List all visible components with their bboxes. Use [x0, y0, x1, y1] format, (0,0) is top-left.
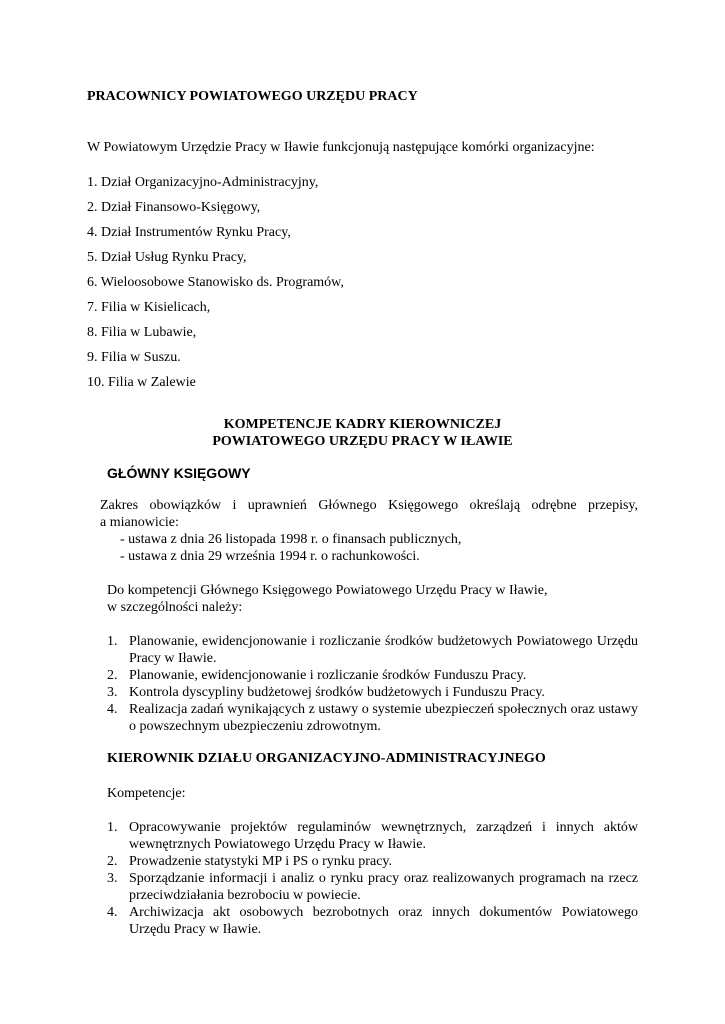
chief-accountant-competence-line1: Do kompetencji Głównego Księgowego Powiatowego Urzędu Pracy w Iławie,	[107, 583, 548, 598]
law-item: - ustawa z dnia 29 września 1994 r. o rachunkowości.	[120, 549, 420, 564]
list-item	[107, 667, 638, 684]
list-item	[107, 819, 638, 853]
list-item	[107, 684, 638, 701]
competence-heading-line1: KOMPETENCJE KADRY KIEROWNICZEJ	[223, 417, 502, 432]
list-item-number: 3.	[107, 871, 118, 886]
list-item-text: Prowadzenie statystyki MP i PS o rynku pracy.	[129, 854, 392, 869]
chief-accountant-scope-line2: a mianowicie:	[100, 515, 179, 530]
list-item	[107, 701, 638, 735]
unit-item: 4. Dział Instrumentów Rynku Pracy,	[87, 225, 291, 240]
competence-heading-line2: POWIATOWEGO URZĘDU PRACY W IŁAWIE	[212, 434, 513, 449]
unit-item: 8. Filia w Lubawie,	[87, 325, 197, 340]
admin-head-label: Kompetencje:	[107, 786, 186, 801]
list-item-text: Planowanie, ewidencjonowanie i rozliczanie środków Funduszu Pracy.	[129, 668, 527, 683]
list-item-number: 2.	[107, 854, 118, 869]
unit-item: 10. Filia w Zalewie	[87, 375, 196, 390]
unit-item: 7. Filia w Kisielicach,	[87, 300, 211, 315]
list-item-number: 1.	[107, 634, 118, 649]
list-item-text: Sporządzanie informacji i analiz o rynku pracy oraz realizowanych programach na rzecz przeciwdziałania bezrobociu w powiecie.	[129, 871, 638, 903]
law-item: - ustawa z dnia 26 listopada 1998 r. o finansach publicznych,	[120, 532, 462, 547]
list-item-number: 4.	[107, 702, 118, 717]
unit-item: 6. Wieloosobowe Stanowisko ds. Programów,	[87, 275, 344, 290]
intro-text: W Powiatowym Urzędzie Pracy w Iławie funkcjonują następujące komórki organizacyjne:	[87, 140, 595, 155]
chief-accountant-competence-line2: w szczególności należy:	[107, 600, 243, 615]
admin-head-competence-list	[107, 819, 638, 938]
list-item-text: Archiwizacja akt osobowych bezrobotnych oraz innych dokumentów Powiatowego Urzędu Pracy w Iławie.	[129, 905, 638, 937]
list-item-number: 4.	[107, 905, 118, 920]
list-item-text: Realizacja zadań wynikających z ustawy o systemie ubezpieczeń społecznych oraz ustawy o powszechnym ubezpieczeniu zdrowotnym.	[129, 702, 638, 734]
list-item	[107, 870, 638, 904]
page-title: PRACOWNICY POWIATOWEGO URZĘDU PRACY	[87, 89, 418, 104]
list-item-number: 1.	[107, 820, 118, 835]
admin-head-heading: KIEROWNIK DZIAŁU ORGANIZACYJNO-ADMINISTRACYJNEGO	[107, 751, 546, 766]
unit-item: 2. Dział Finansowo-Księgowy,	[87, 200, 261, 215]
unit-item: 1. Dział Organizacyjno-Administracyjny,	[87, 175, 319, 190]
chief-accountant-competence-list	[107, 633, 638, 735]
unit-item: 9. Filia w Suszu.	[87, 350, 181, 365]
list-item	[107, 853, 638, 870]
unit-item: 5. Dział Usług Rynku Pracy,	[87, 250, 247, 265]
list-item-text: Kontrola dyscypliny budżetowej środków budżetowych i Funduszu Pracy.	[129, 685, 545, 700]
chief-accountant-scope-line1: Zakres obowiązków i uprawnień Głównego Księgowego określają odrębne przepisy,	[100, 498, 638, 513]
list-item-text: Opracowywanie projektów regulaminów wewnętrznych, zarządzeń i innych aktów wewnętrznych Powiatowego Urzędu Pracy w Iławie.	[129, 820, 638, 852]
list-item-text: Planowanie, ewidencjonowanie i rozliczanie środków budżetowych Powiatowego Urzędu Pracy w Iławie.	[129, 634, 638, 666]
list-item	[107, 904, 638, 938]
list-item-number: 2.	[107, 668, 118, 683]
list-item-number: 3.	[107, 685, 118, 700]
chief-accountant-heading: GŁÓWNY KSIĘGOWY	[107, 465, 251, 481]
list-item	[107, 633, 638, 667]
